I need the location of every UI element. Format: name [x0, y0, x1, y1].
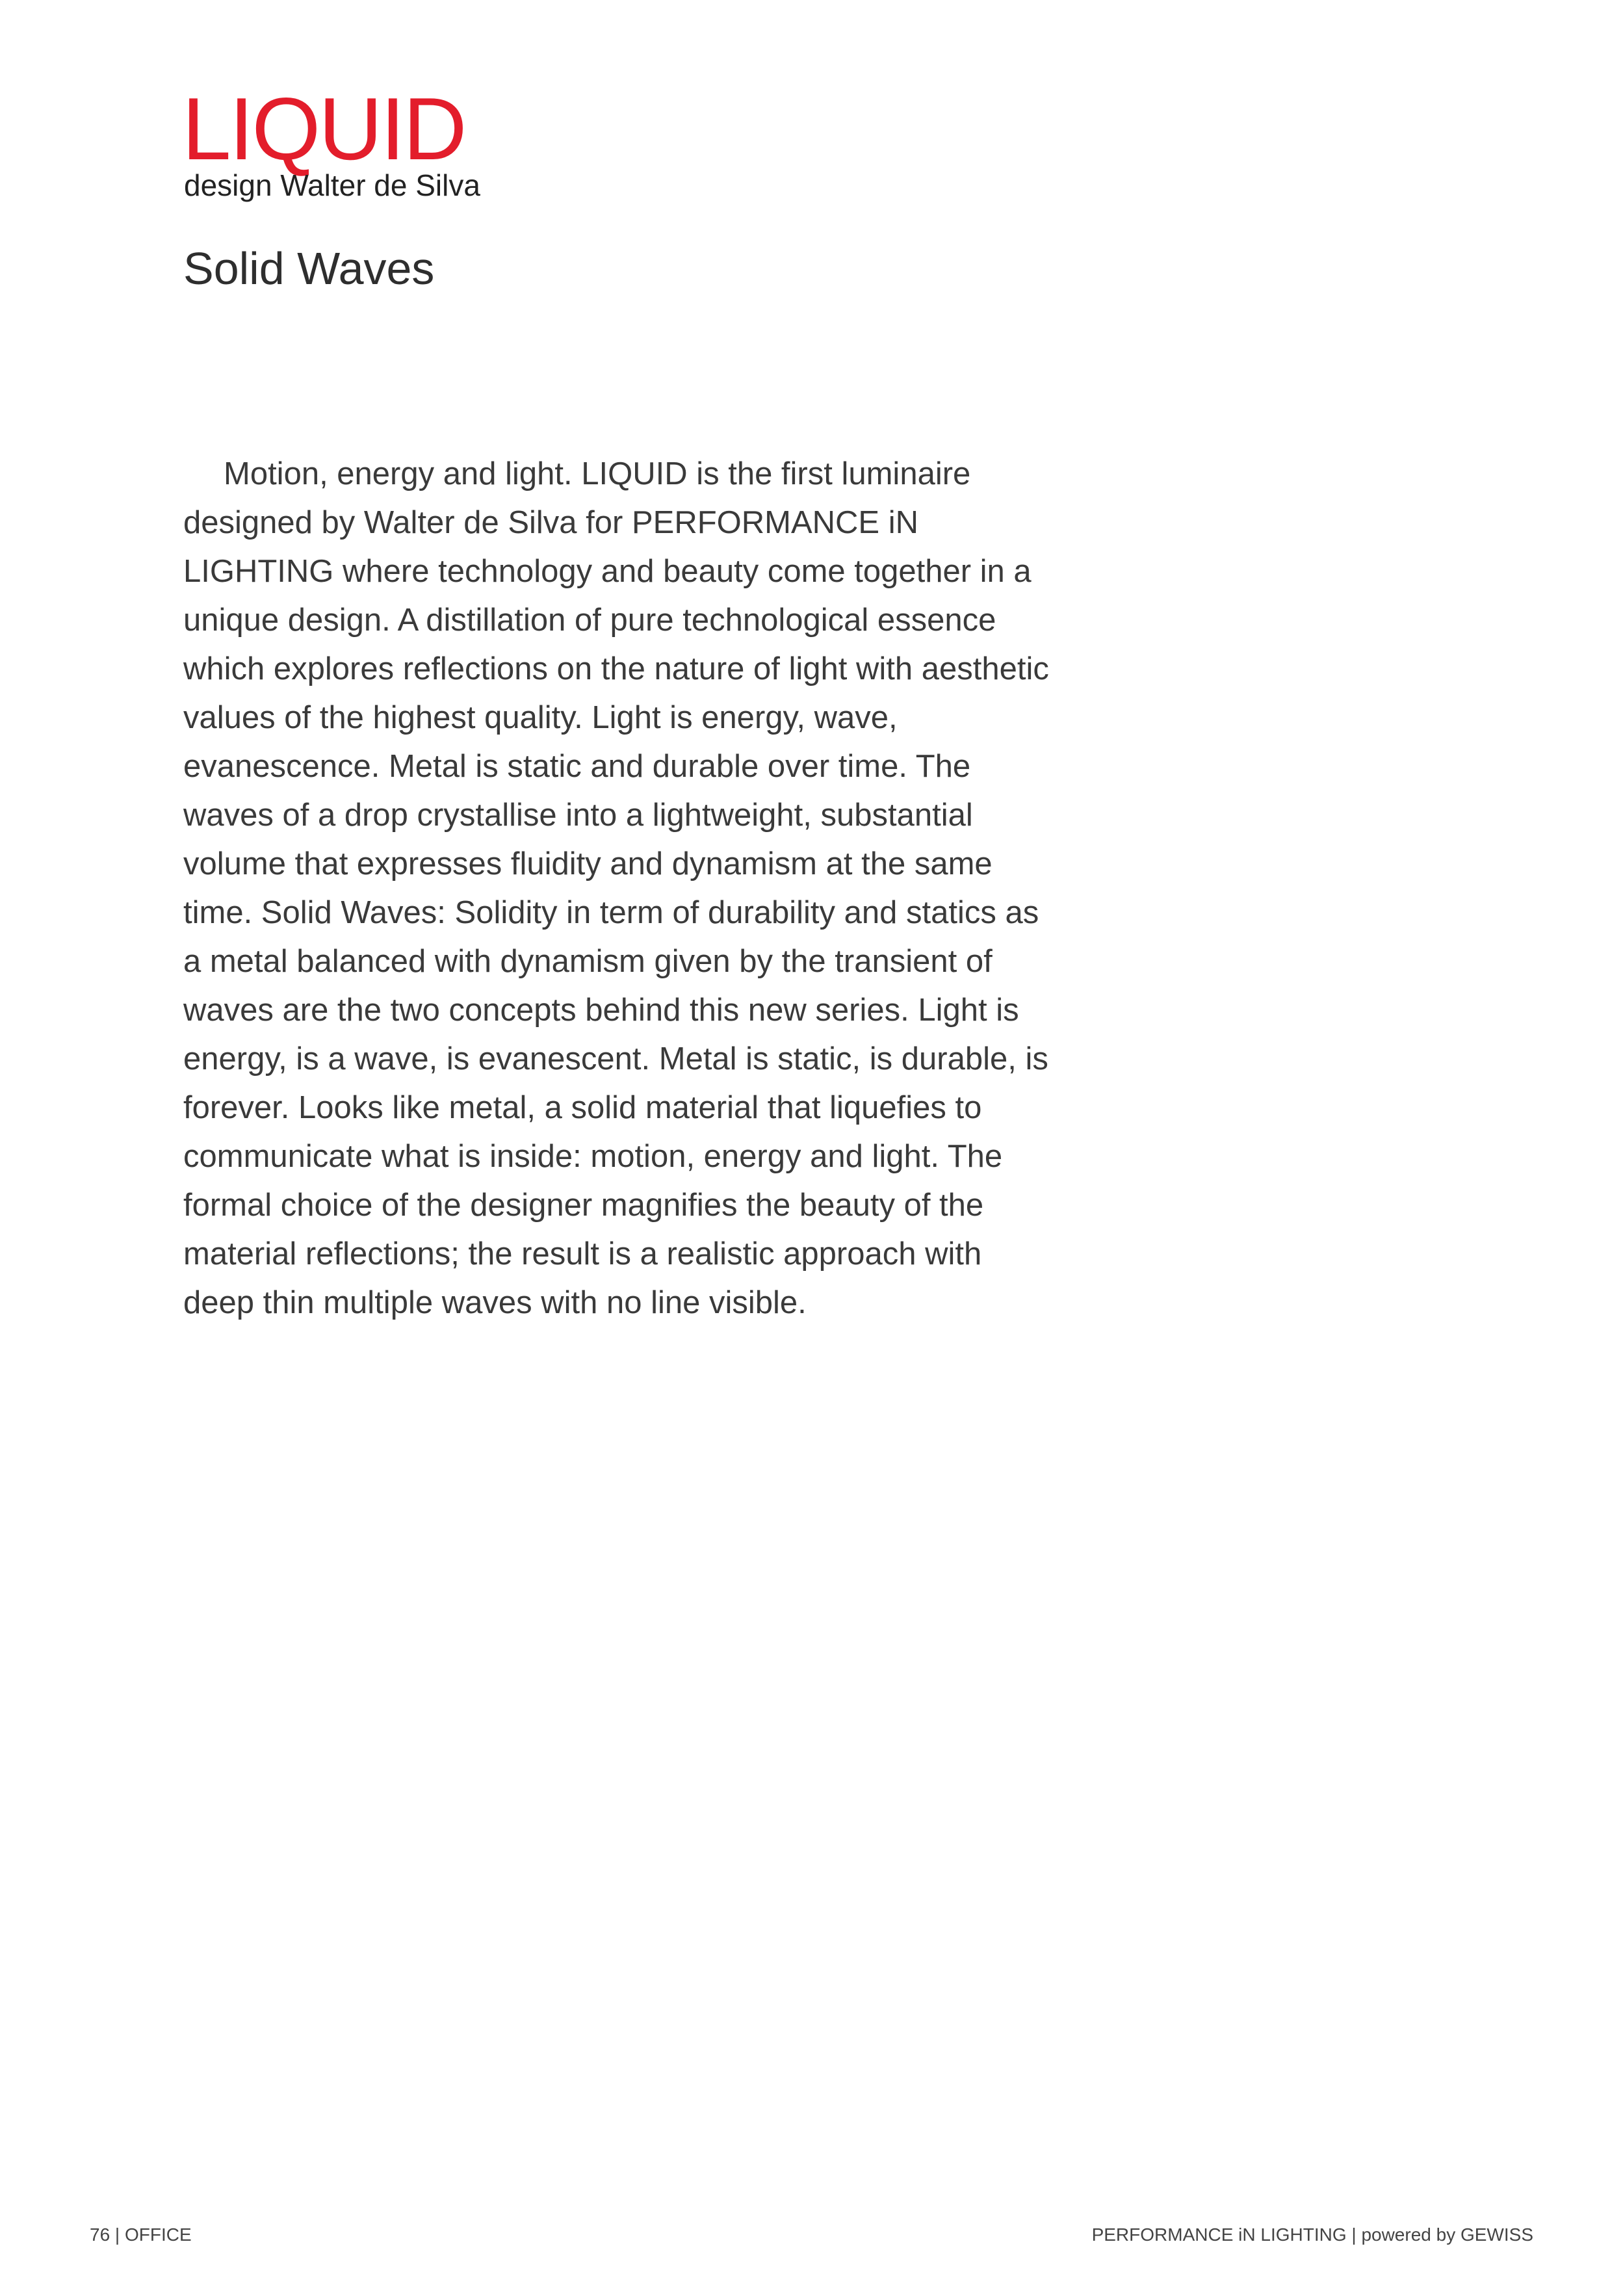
description-paragraph — [183, 450, 1054, 1327]
page-subtitle: Solid Waves — [183, 243, 435, 294]
designer-credit: design Walter de Silva — [184, 168, 480, 202]
footer-brand: PERFORMANCE iN LIGHTING | powered by GEWISS — [1091, 2224, 1533, 2245]
product-title: LIQUID — [182, 79, 465, 178]
page-number-section: 76 | OFFICE — [90, 2224, 192, 2245]
description-text: Motion, energy and light. LIQUID is the first luminaire designed by Walter de Silva for PERFORMANCE iN LIGHTING where technology and beauty come together in a unique design. A distillation of pure technological essence which explores reflections on the nature of light with aesthetic values of the highest quality. Light is energy, wave, evanescence. Metal is static and durable over time. The waves of a drop crystallise into a lightweight, substantial volume that expresses fluidity and dynamism at the same time. Solid Waves: Solidity in term of durability and statics as a metal balanced with dynamism given by the transient of waves are the two concepts behind this new series. Light is energy, is a wave, is evanescent. Metal is static, is durable, is forever. Looks like metal, a solid material that liquefies to communicate what is inside: motion, energy and light. The formal choice of the designer magnifies the beauty of the material reflections; the result is a realistic approach with deep thin multiple waves with no line visible. — [183, 456, 1049, 1320]
